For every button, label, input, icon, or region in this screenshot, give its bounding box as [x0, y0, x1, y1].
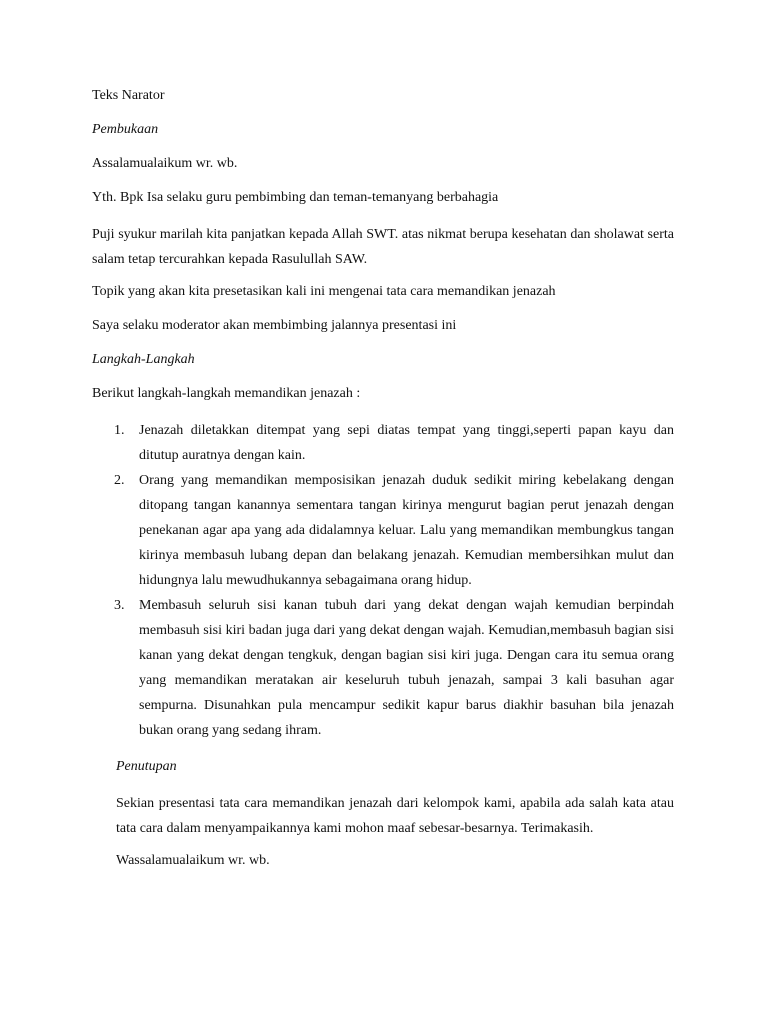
opening-heading: Pembukaan: [92, 122, 159, 137]
document-body: [92, 86, 674, 885]
list-item: [92, 468, 674, 593]
list-item-text: Jenazah diletakkan ditempat yang sepi diatas tempat yang tinggi,seperti papan kayu dan ditutup auratnya dengan kain.: [139, 423, 674, 463]
list-item-number: 3.: [114, 598, 125, 613]
steps-list: [92, 418, 674, 743]
moderator-line: Saya selaku moderator akan membimbing jalannya presentasi ini: [92, 318, 457, 333]
document-title: Teks Narator: [92, 88, 165, 103]
topic-line: Topik yang akan kita presetasikan kali ini mengenai tata cara memandikan jenazah: [92, 284, 556, 299]
list-item-text: Orang yang memandikan memposisikan jenazah duduk sedikit miring kebelakang dengan ditopang tangan kanannya sementara tangan kirinya mengurut bagian perut jenazah dengan penekanan agar apa yang ada didalamnya keluar. Lalu yang memandikan membungkus tangan kirinya membasuh lubang depan dan belakang jenazah. Kemudian membersihkan mulut dan hidungnya lalu mewudhukannya sebagaimana orang hidup.: [139, 473, 674, 588]
list-item-number: 2.: [114, 473, 125, 488]
gratitude-paragraph: Puji syukur marilah kita panjatkan kepada Allah SWT. atas nikmat berupa kesehatan dan sholawat serta salam tetap tercurahkan kepada Rasulullah SAW.: [92, 227, 674, 267]
steps-heading: Langkah-Langkah: [92, 352, 195, 367]
steps-intro: Berikut langkah-langkah memandikan jenazah :: [92, 386, 361, 401]
closing-heading: Penutupan: [116, 759, 177, 774]
list-item-number: 1.: [114, 423, 125, 438]
closing-paragraph: Sekian presentasi tata cara memandikan jenazah dari kelompok kami, apabila ada salah kata atau tata cara dalam menyampaikannya kami mohon maaf sebesar-besarnya. Terimakasih.: [116, 796, 674, 836]
closing-section: [92, 757, 674, 871]
farewell-line: Wassalamualaikum wr. wb.: [116, 853, 270, 868]
list-item: [92, 418, 674, 468]
address-line: Yth. Bpk Isa selaku guru pembimbing dan teman-temanyang berbahagia: [92, 190, 499, 205]
greeting: Assalamualaikum wr. wb.: [92, 156, 238, 171]
list-item-text: Membasuh seluruh sisi kanan tubuh dari yang dekat dengan wajah kemudian berpindah membasuh sisi kiri badan juga dari yang dekat dengan wajah. Kemudian,membasuh bagian sisi kanan yang dekat dengan tengkuk, dengan bagian sisi kiri juga. Dengan cara itu semua orang yang memandikan meratakan air keseluruh tubuh jenazah, sampai 3 kali basuhan agar sempurna. Disunahkan pula mencampur sedikit kapur barus diakhir basuhan bila jenazah bukan orang yang sedang ihram.: [139, 598, 674, 738]
list-item: [92, 593, 674, 743]
